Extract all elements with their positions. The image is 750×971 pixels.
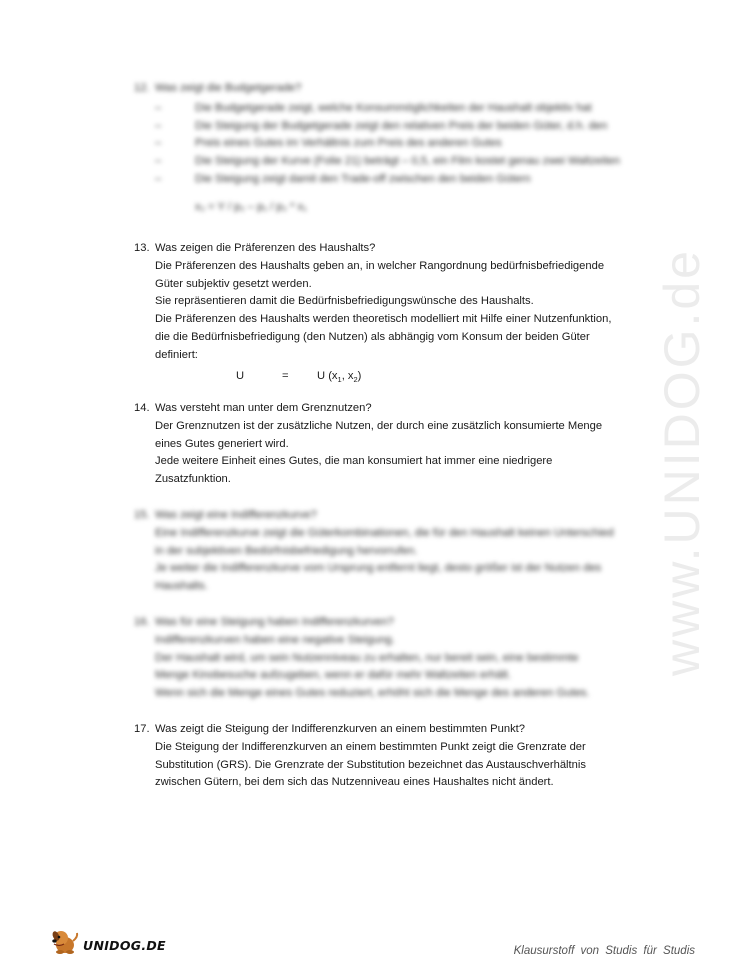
formula-rhs: U ($x_1$, $x_2$) <box>317 369 362 384</box>
answer-line: zwischen Gütern, bei dem sich das Nutzenniveau eines Haushaltes nicht ändert. <box>155 776 554 789</box>
watermark: www.UNIDOG.de <box>654 248 710 676</box>
question-12 <box>134 80 654 217</box>
answer-line: Wenn sich die Menge eines Gutes reduziert, erhöht sich die Menge des anderen Gutes. <box>155 687 590 700</box>
formula-lhs: U <box>236 369 245 382</box>
answer-line: Jede weitere Einheit eines Gutes, die man konsumiert hat immer eine niedrigere <box>155 455 553 468</box>
answer-line: Der Haushalt wird, um sein Nutzenniveau zu erhalten, nur bereit sein, eine bestimmte <box>155 651 579 664</box>
utility-formula <box>155 368 654 389</box>
question-13 <box>134 240 654 389</box>
bullet-item: – Die Steigung der Budgetgerade zeigt den relativen Preis der beiden Güter, d.h. den <box>155 118 654 136</box>
unidog-logo[interactable] <box>50 927 166 955</box>
answer-line: Güter subjektiv gesetzt werden. <box>155 277 312 290</box>
answer-text <box>134 525 654 596</box>
answer-line: die die Bedürfnisbefriedigung (den Nutzen) als abhängig vom Konsum der beiden Güter <box>155 330 590 343</box>
budget-formula: x₂ = Y / p₂ – p₁ / p₂ * x₁ <box>195 200 307 213</box>
question-title: Was zeigt die Steigung der Indifferenzkurven an einem bestimmten Punkt? <box>155 723 526 735</box>
logo-text: UNIDOG.DE <box>83 937 166 953</box>
question-number: 17. <box>134 723 150 735</box>
answer-line: Die Steigung der Indifferenzkurven an einem bestimmten Punkt zeigt die Grenzrate der <box>155 740 586 753</box>
question-16 <box>134 614 654 703</box>
question-15 <box>134 507 654 596</box>
bullet-item: – Die Steigung der Kurve (Folie 21) beträgt – 0,5, ein Film kostet genau zwei Waltzeiten <box>155 153 654 171</box>
question-number: 16. <box>134 616 150 628</box>
question-title: Was zeigt eine Indifferenzkurve? <box>155 509 317 521</box>
dog-mascot-icon <box>50 927 80 955</box>
answer-text <box>134 418 654 489</box>
question-title: Was zeigen die Präferenzen des Haushalts? <box>155 242 376 254</box>
answer-text <box>134 739 654 792</box>
answer-line: Haushalts. <box>155 580 208 593</box>
question-number: 13. <box>134 242 150 254</box>
answer-text <box>134 258 654 389</box>
answer-line: eines Gutes generiert wird. <box>155 437 289 450</box>
answer-line: in der subjektiven Bedürfnisbefriedigung hervorrufen. <box>155 544 418 557</box>
question-title: Was zeigt die Budgetgerade? <box>155 82 302 94</box>
footer-tagline: Klausurstoff von Studis für Studis <box>513 945 695 957</box>
answer-line: Die Präferenzen des Haushalts werden theoretisch modelliert mit Hilfe einer Nutzenfunktion, <box>155 313 612 326</box>
answer-line: Sie repräsentieren damit die Bedürfnisbefriedigungswünsche des Haushalts. <box>155 295 534 308</box>
answer-line: Zusatzfunktion. <box>155 473 231 486</box>
question-number: 15. <box>134 509 150 521</box>
question-number: 12. <box>134 82 150 94</box>
answer-line: Menge Kinobesuche aufzugeben, wenn er dafür mehr Waltzeiten erhält. <box>155 669 511 682</box>
bullet-item: – Die Steigung zeigt damit den Trade-off zwischen den beiden Gütern <box>155 171 654 189</box>
question-title: Was versteht man unter dem Grenznutzen? <box>155 402 372 414</box>
answer-line: Je weiter die Indifferenzkurve vom Ursprung entfernt liegt, desto größer ist der Nutzen des <box>155 562 602 575</box>
question-number: 14. <box>134 402 150 414</box>
answer-line: Indifferenzkurven haben eine negative Steigung. <box>155 633 395 646</box>
answer-line: definiert: <box>155 348 198 361</box>
answer-line: Eine Indifferenzkurve zeigt die Güterkombinationen, die für den Haushalt keinen Unterschied <box>155 526 614 539</box>
question-14 <box>134 400 654 489</box>
answer-line: Der Grenznutzen ist der zusätzliche Nutzen, der durch eine zusätzlich konsumierte Menge <box>155 419 603 432</box>
answer-text <box>134 632 654 703</box>
question-title: Was für eine Steigung haben Indifferenzkurven? <box>155 616 394 628</box>
bullet-list <box>134 100 654 189</box>
answer-line: Die Präferenzen des Haushalts geben an, in welcher Rangordnung bedürfnisbefriedigende <box>155 259 605 272</box>
question-17 <box>134 721 654 792</box>
formula-equals: = <box>282 369 289 382</box>
bullet-item: – Preis eines Gutes im Verhältnis zum Preis des anderen Gutes <box>155 135 654 153</box>
bullet-item: – Die Budgetgerade zeigt, welche Konsummöglichkeiten der Haushalt objektiv hat <box>155 100 654 118</box>
answer-line: Substitution (GRS). Die Grenzrate der Substitution bezeichnet das Austauschverhältnis <box>155 758 586 771</box>
